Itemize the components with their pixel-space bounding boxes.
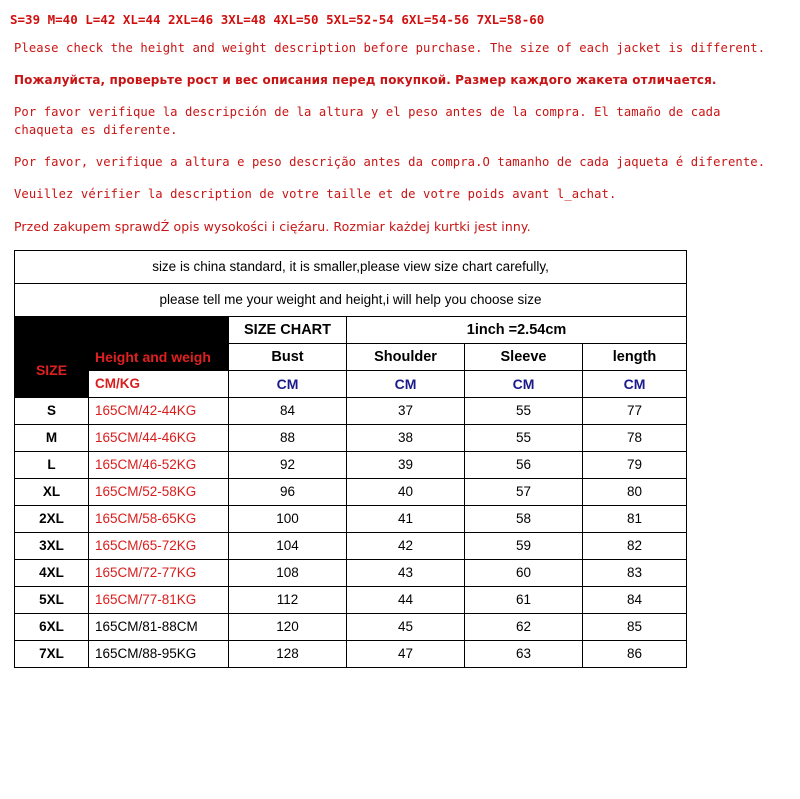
table-row-banner-1	[15, 250, 687, 283]
cell-height-weight: 165CM/65-72KG	[89, 532, 229, 559]
table-row-chart-label	[15, 316, 687, 343]
table-row	[15, 424, 687, 451]
cell-length: 80	[583, 478, 687, 505]
table-row	[15, 613, 687, 640]
cell-bust: 96	[229, 478, 347, 505]
cell-length: 83	[583, 559, 687, 586]
table-row	[15, 586, 687, 613]
cell-length: 82	[583, 532, 687, 559]
cell-length: 85	[583, 613, 687, 640]
cell-sleeve: 55	[465, 397, 583, 424]
note-french: Veuillez vérifier la description de votre taille et de votre poids avant l_achat.	[14, 187, 617, 202]
table-row	[15, 505, 687, 532]
cell-shoulder: 39	[347, 451, 465, 478]
note-portuguese: Por favor, verifique a altura e peso descrição antes da compra.O tamanho de cada jaqueta é diferente.	[14, 155, 766, 170]
banner-line-1: size is china standard, it is smaller,please view size chart carefully,	[15, 250, 687, 283]
table-row	[15, 559, 687, 586]
cell-sleeve: 56	[465, 451, 583, 478]
table-row	[15, 478, 687, 505]
notes-block	[0, 27, 800, 237]
note-russian: Пожалуйста, проверьте рост и вес описания перед покупкой. Размер каждого жакета отличается.	[14, 72, 717, 87]
cell-shoulder: 37	[347, 397, 465, 424]
cell-bust: 104	[229, 532, 347, 559]
cell-sleeve: 59	[465, 532, 583, 559]
unit-cm-length: CM	[583, 370, 687, 397]
cell-bust: 92	[229, 451, 347, 478]
table-row-header-units	[15, 370, 687, 397]
cell-size: 2XL	[15, 505, 89, 532]
cell-height-weight: 165CM/42-44KG	[89, 397, 229, 424]
cell-length: 84	[583, 586, 687, 613]
table-row	[15, 640, 687, 667]
cell-height-weight: 165CM/77-81KG	[89, 586, 229, 613]
cell-sleeve: 62	[465, 613, 583, 640]
note-spanish: Por favor verifique la descripción de la altura y el peso antes de la compra. El tamaño de cada chaqueta es diferente.	[14, 104, 721, 138]
header-size: SIZE	[15, 343, 89, 397]
cell-length: 77	[583, 397, 687, 424]
size-chart-table	[14, 250, 687, 668]
cell-height-weight: 165CM/52-58KG	[89, 478, 229, 505]
cell-size: 7XL	[15, 640, 89, 667]
cell-bust: 84	[229, 397, 347, 424]
cell-height-weight: 165CM/72-77KG	[89, 559, 229, 586]
label-size-chart: SIZE CHART	[229, 316, 347, 343]
unit-cm-kg: CM/KG	[89, 370, 229, 397]
note-english: Please check the height and weight description before purchase. The size of each jacket is different.	[14, 41, 766, 55]
cell-bust: 88	[229, 424, 347, 451]
unit-cm-bust: CM	[229, 370, 347, 397]
cell-length: 78	[583, 424, 687, 451]
cell-sleeve: 58	[465, 505, 583, 532]
cell-sleeve: 57	[465, 478, 583, 505]
header-length: length	[583, 343, 687, 370]
table-row-banner-2	[15, 283, 687, 316]
cell-shoulder: 38	[347, 424, 465, 451]
table-row-header-main	[15, 343, 687, 370]
banner-line-2: please tell me your weight and height,i will help you choose size	[15, 283, 687, 316]
cell-size: L	[15, 451, 89, 478]
cell-height-weight: 165CM/44-46KG	[89, 424, 229, 451]
cell-size: M	[15, 424, 89, 451]
cell-sleeve: 55	[465, 424, 583, 451]
note-polish: Przed zakupem sprawdŹ opis wysokości i cięźaru. Rozmiar każdej kurtki jest inny.	[14, 219, 531, 235]
table-row	[15, 397, 687, 424]
cell-size: XL	[15, 478, 89, 505]
cell-size: 5XL	[15, 586, 89, 613]
cell-size: S	[15, 397, 89, 424]
cell-size: 6XL	[15, 613, 89, 640]
cell-sleeve: 60	[465, 559, 583, 586]
cell-bust: 128	[229, 640, 347, 667]
table-row	[15, 532, 687, 559]
cell-shoulder: 43	[347, 559, 465, 586]
header-shoulder: Shoulder	[347, 343, 465, 370]
cell-bust: 120	[229, 613, 347, 640]
header-sleeve: Sleeve	[465, 343, 583, 370]
cell-length: 86	[583, 640, 687, 667]
cell-black-filler-1	[15, 316, 89, 343]
cell-shoulder: 45	[347, 613, 465, 640]
label-inch-conversion: 1inch =2.54cm	[347, 316, 687, 343]
table-row	[15, 451, 687, 478]
cell-bust: 100	[229, 505, 347, 532]
cell-length: 81	[583, 505, 687, 532]
cell-bust: 108	[229, 559, 347, 586]
cell-shoulder: 40	[347, 478, 465, 505]
cell-length: 79	[583, 451, 687, 478]
unit-cm-shoulder: CM	[347, 370, 465, 397]
cell-bust: 112	[229, 586, 347, 613]
cell-height-weight: 165CM/88-95KG	[89, 640, 229, 667]
cell-shoulder: 41	[347, 505, 465, 532]
cell-size: 4XL	[15, 559, 89, 586]
cell-sleeve: 61	[465, 586, 583, 613]
header-height-weight: Height and weigh	[89, 343, 229, 370]
cell-black-filler-2	[89, 316, 229, 343]
cell-height-weight: 165CM/46-52KG	[89, 451, 229, 478]
unit-cm-sleeve: CM	[465, 370, 583, 397]
cell-size: 3XL	[15, 532, 89, 559]
cell-height-weight: 165CM/58-65KG	[89, 505, 229, 532]
cell-sleeve: 63	[465, 640, 583, 667]
cell-shoulder: 44	[347, 586, 465, 613]
cell-shoulder: 47	[347, 640, 465, 667]
size-key-line: S=39 M=40 L=42 XL=44 2XL=46 3XL=48 4XL=50 5XL=52-54 6XL=54-56 7XL=58-60	[10, 12, 545, 27]
header-bust: Bust	[229, 343, 347, 370]
cell-shoulder: 42	[347, 532, 465, 559]
cell-height-weight: 165CM/81-88CM	[89, 613, 229, 640]
